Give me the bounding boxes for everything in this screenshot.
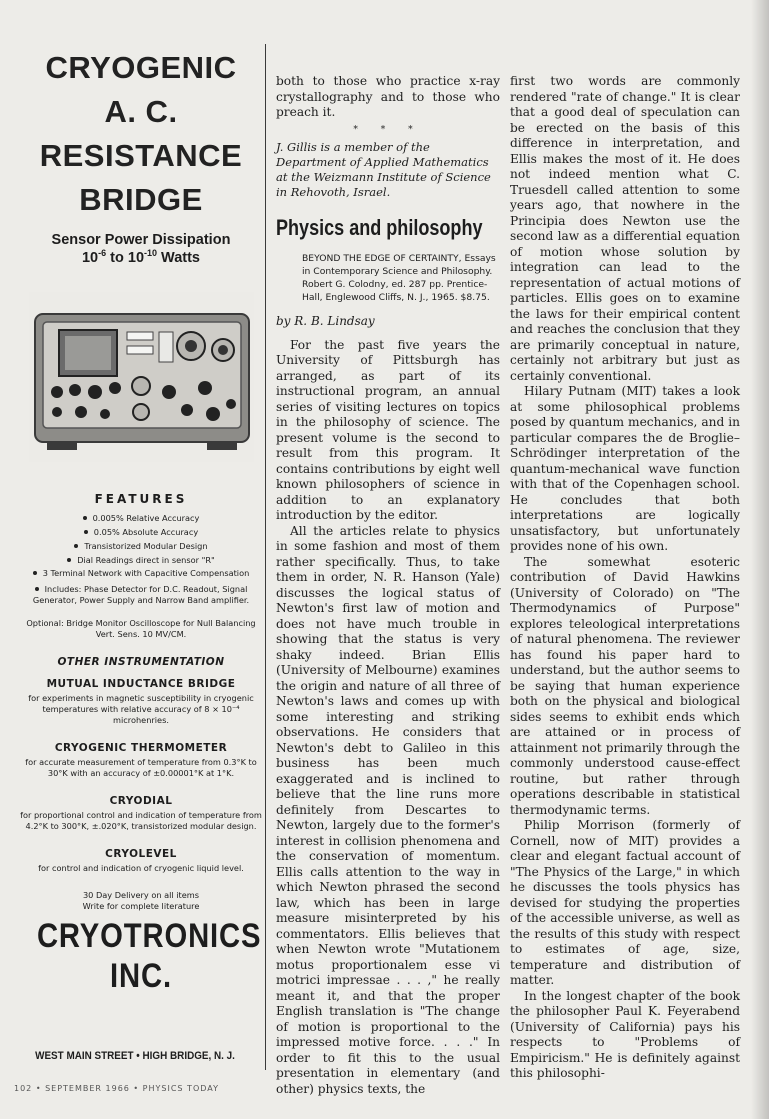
article-paragraph: Hilary Putnam (MIT) takes a look at some philosophical problems posed by quantum mechanics, and in particular compares the de Broglie–Schrödinger interpretation of the quantum-mechanical wave function with that of the Copenhagen school. He concludes that both interpretations are logically unsatisfactory, but unfortunately provides none of his own. [510,384,740,553]
feature-item: 0.05% Absolute Accuracy [20,526,262,539]
company-suffix: INC. [110,956,172,995]
column-divider [265,44,266,1070]
article-paragraph: All the articles relate to physics in some fashion and most of them rather specifically. Thus, to take them in order, N. R. Hanson (Yale) discusses the logical status of Newton's first law of motion and does not have much trouble in showing that the status is very shaky indeed. Brian Ellis (University of Melbourne) examines the origin and nature of all three of Newton's laws and comes up with some interesting and striking observations. He considers that Newton's debt to Galileo in this business has been much exaggerated and is inclined to believe that the line runs more definitely from Descartes to Newton, largely due to the former's interest in collision phenomena and the conservation of momentum. Ellis calls attention to the way in which Newton phrased the second law, which has been in large measure misinterpreted by his commentators. Ellis believes that when Newton wrote "Mutationem motus proportionalem esse vi motrici impressae . . . ," he really meant it, and that the proper English translation is "The change of motion is proportional to the impressed motive force. . . ." In order to fit this to the usual presentation in elementary (and other) physics texts, the [276,523,500,1096]
ad-headline-line-1: CRYOGENIC [45,50,237,85]
product-name: CRYOLEVEL [105,847,177,860]
ad-subhead-line-1: Sensor Power Dissipation [51,232,231,248]
scan-edge-shadow [751,0,769,1119]
optional-oscilloscope-note: Optional: Bridge Monitor Oscilloscope for Null Balancing Vert. Sens. 10 MV/CM. [26,617,256,639]
feature-item: Transistorized Modular Design [20,540,262,553]
bridge-instrument-photo [29,292,254,462]
article-paragraph: Philip Morrison (formerly of Cornell, now of MIT) provides a clear and elegant factual account of "The Physics of the Large," in which he discusses the tools physics has devised for studying the properties of the accessible universe, as well as the results of this study with respect to estimates of age, size, temperature and distribution of matter. [510,818,740,987]
product-description: for proportional control and indication of temperature from 4.2°K to 300°K, ±.020°K, transistorized modular design. [20,809,262,831]
article-column-2 [276,74,500,1097]
article-paragraph: first two words are commonly rendered "rate of change." It is clear that a good deal of speculation can be erected on the basis of this difference in interpretation, and Ellis makes the most of it. He does not indeed mention what C. Truesdell called attention to some years ago, that nowhere in the Principia does Newton use the second law as a differential equation of motion whose solution by integration can lead to the representation of actual motions of particles. Ellis goes on to examine the laws for their empirical content and reaches the conclusion that they are primarily conceptual in nature, certainly not arbitrary but just as certainly conventional. [510,74,740,383]
ad-subhead-line-2: $10^{-6}$ to $10^{-10}$ Watts [81,248,200,266]
product-description: for experiments in magnetic susceptibility in cryogenic temperatures with relative accuracy of 8 × 10⁻⁴ microhenries. [28,692,254,725]
cryotronics-advertisement [20,40,262,996]
ad-headline-line-2: A. C. [104,94,178,129]
feature-item: Dial Readings direct in sensor "R" [20,554,262,567]
previous-review-ending: both to those who practice x-ray crystallography and to those who preach it. [276,74,500,119]
product-description: for control and indication of cryogenic liquid level. [38,862,244,873]
delivery-line: 30 Day Delivery on all items [82,889,200,900]
other-instrumentation-title: OTHER INSTRUMENTATION [57,655,225,668]
product-description: for accurate measurement of temperature from 0.3°K to 30°K with an accuracy of ±0.00001°K at 1°K. [25,756,257,778]
page-footer: 102 • SEPTEMBER 1966 • PHYSICS TODAY [14,1084,219,1093]
company-name: CRYOTRONICS [36,916,262,955]
review-byline: by R. B. Lindsay [276,314,375,328]
product-name: CRYOGENIC THERMOMETER [54,741,228,754]
features-title: FEATURES [94,491,188,506]
ad-headline-line-4: BRIDGE [79,182,203,217]
instrument-illustration [29,292,254,462]
delivery-note [20,890,262,912]
feature-item: 3 Terminal Network with Capacitive Compensation [20,568,262,579]
product-name: MUTUAL INDUCTANCE BRIDGE [46,677,236,690]
book-citation: BEYOND THE EDGE OF CERTAINTY, Essays in Contemporary Science and Philosophy. Robert G. Colodny, ed. 287 pp. Prentice-Hall, Englewood Cliffs, N. J., 1965. $8.75. [302,253,496,303]
feature-item: 0.005% Relative Accuracy [20,512,262,525]
product-name: CRYODIAL [109,794,173,807]
article-paragraph: The somewhat esoteric contribution of David Hawkins (University of Colorado) on "The Thermodynamics of Purpose" explores teleological interpretations of natural phenomena. The reviewer has found his paper hard to understand, but the author seems to be saying that human experience both on the physical and biological sides seems to exhibit ends which are attained or in process of attainment not primarily through the commonly understood cause-effect routine, but rather through operations describable in statistical thermodynamic terms. [510,554,740,817]
feature-item: Includes: Phase Detector for D.C. Readout, Signal Generator, Power Supply and Narrow Band amplifier. [32,583,250,605]
article-paragraph: In the longest chapter of the book the philosopher Paul K. Feyerabend (University of California) pays his respects to "Problems of Empiricism." He is definitely against this philosophi- [510,988,740,1080]
section-separator: * * * [353,124,423,135]
article-paragraph: For the past five years the University of Pittsburgh has arranged, as part of its instructional program, an annual series of visiting lectures on topics in the philosophy of science. The present volume is the second to result from this program. It contains contributions by eight well known philosophers of science in addition to an explanatory introduction by the editor. [276,337,500,522]
section-title: Physics and philosophy [276,215,483,240]
literature-line: Write for complete literature [82,900,200,911]
company-address: WEST MAIN STREET • HIGH BRIDGE, N. J. [35,1050,235,1062]
ad-headline-line-3: RESISTANCE [39,138,243,173]
article-column-3 [510,74,740,1082]
features-list [20,512,262,606]
reviewer-bio: J. Gillis is a member of the Department of Applied Mathematics at the Weizmann Institute of Science in Rehovoth, Israel. [276,140,491,199]
